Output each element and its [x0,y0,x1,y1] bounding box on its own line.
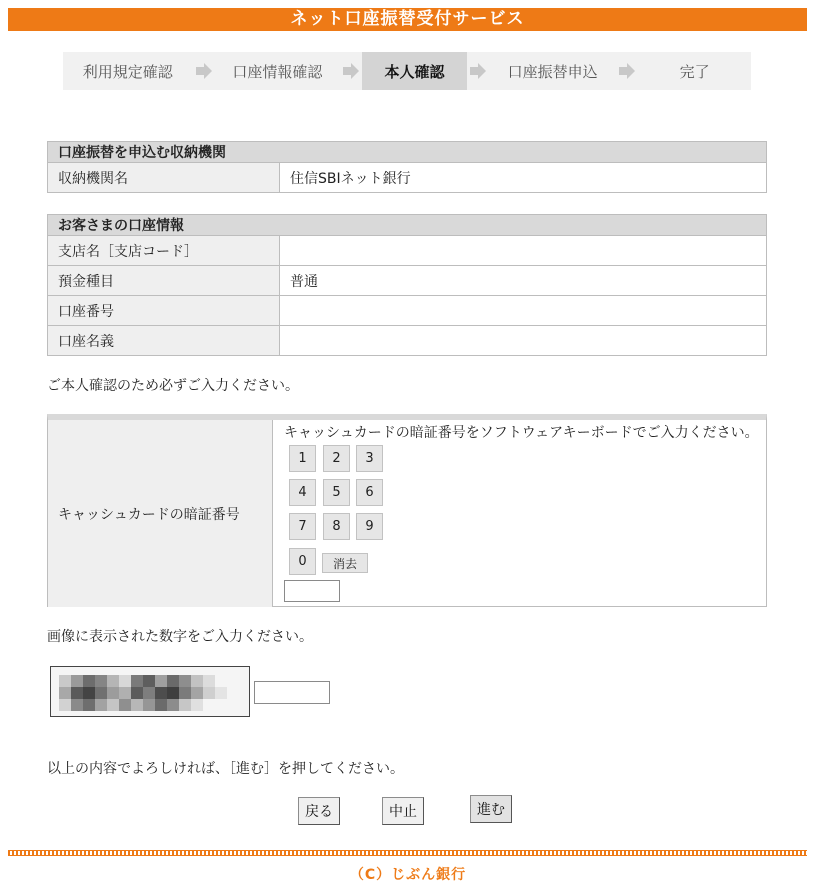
keypad-key-0[interactable]: 0 [289,548,316,575]
arrow-right-icon [193,52,215,90]
cancel-button[interactable]: 中止 [382,797,424,825]
pin-input[interactable] [284,580,340,602]
captcha-mosaic-icon [51,667,250,717]
arrow-right-icon [467,52,489,90]
arrow-right-icon [340,52,362,90]
captcha-instruction: 画像に表示された数字をご入力ください。 [47,629,313,645]
keypad-key-2[interactable]: 2 [323,445,350,472]
step-application: 口座振替申込 [507,62,598,81]
identity-notice: ご本人確認のため必ずご入力ください。 [47,378,299,394]
deposit-type-label: 預金種目 [48,266,280,296]
institution-label: 収納機関名 [48,163,280,193]
keypad-key-1[interactable]: 1 [289,445,316,472]
confirm-notice: 以上の内容でよろしければ、［進む］を押してください。 [47,761,404,777]
institution-heading: 口座振替を申込む収納機関 [48,142,767,163]
branch-label: 支店名［支店コード］ [48,236,280,266]
page-header: ネット口座振替受付サービス [8,8,807,31]
institution-value: 住信SBIネット銀行 [280,163,767,193]
step-complete: 完了 [679,62,710,81]
copyright: （C）じぶん銀行 [349,867,467,883]
step-progress [63,52,751,90]
keypad-key-6[interactable]: 6 [356,479,383,506]
arrow-right-icon [616,52,638,90]
branch-value [280,236,767,266]
account-heading: お客さまの口座情報 [48,215,767,236]
pin-instruction: キャッシュカードの暗証番号をソフトウェアキーボードでご入力ください。 [284,425,759,441]
account-table [47,214,767,356]
keypad-key-7[interactable]: 7 [289,513,316,540]
institution-table [47,141,767,193]
keypad-key-5[interactable]: 5 [323,479,350,506]
keypad-key-9[interactable]: 9 [356,513,383,540]
keypad-key-8[interactable]: 8 [323,513,350,540]
pin-section [47,414,767,607]
step-terms: 利用規定確認 [82,62,173,81]
step-identity: 本人確認 [362,52,467,90]
keypad-clear-button[interactable]: 消去 [322,553,368,573]
back-button[interactable]: 戻る [298,797,340,825]
step-account-info: 口座情報確認 [232,62,323,81]
captcha-input[interactable] [254,681,330,704]
account-number-label: 口座番号 [48,296,280,326]
deposit-type-value: 普通 [280,266,767,296]
keypad-key-4[interactable]: 4 [289,479,316,506]
account-holder-value [280,326,767,356]
account-holder-label: 口座名義 [48,326,280,356]
account-number-value [280,296,767,326]
footer-divider [8,850,807,856]
keypad-key-3[interactable]: 3 [356,445,383,472]
pin-label: キャッシュカードの暗証番号 [48,420,273,607]
captcha-image [50,666,250,717]
next-button[interactable]: 進む [470,795,512,823]
